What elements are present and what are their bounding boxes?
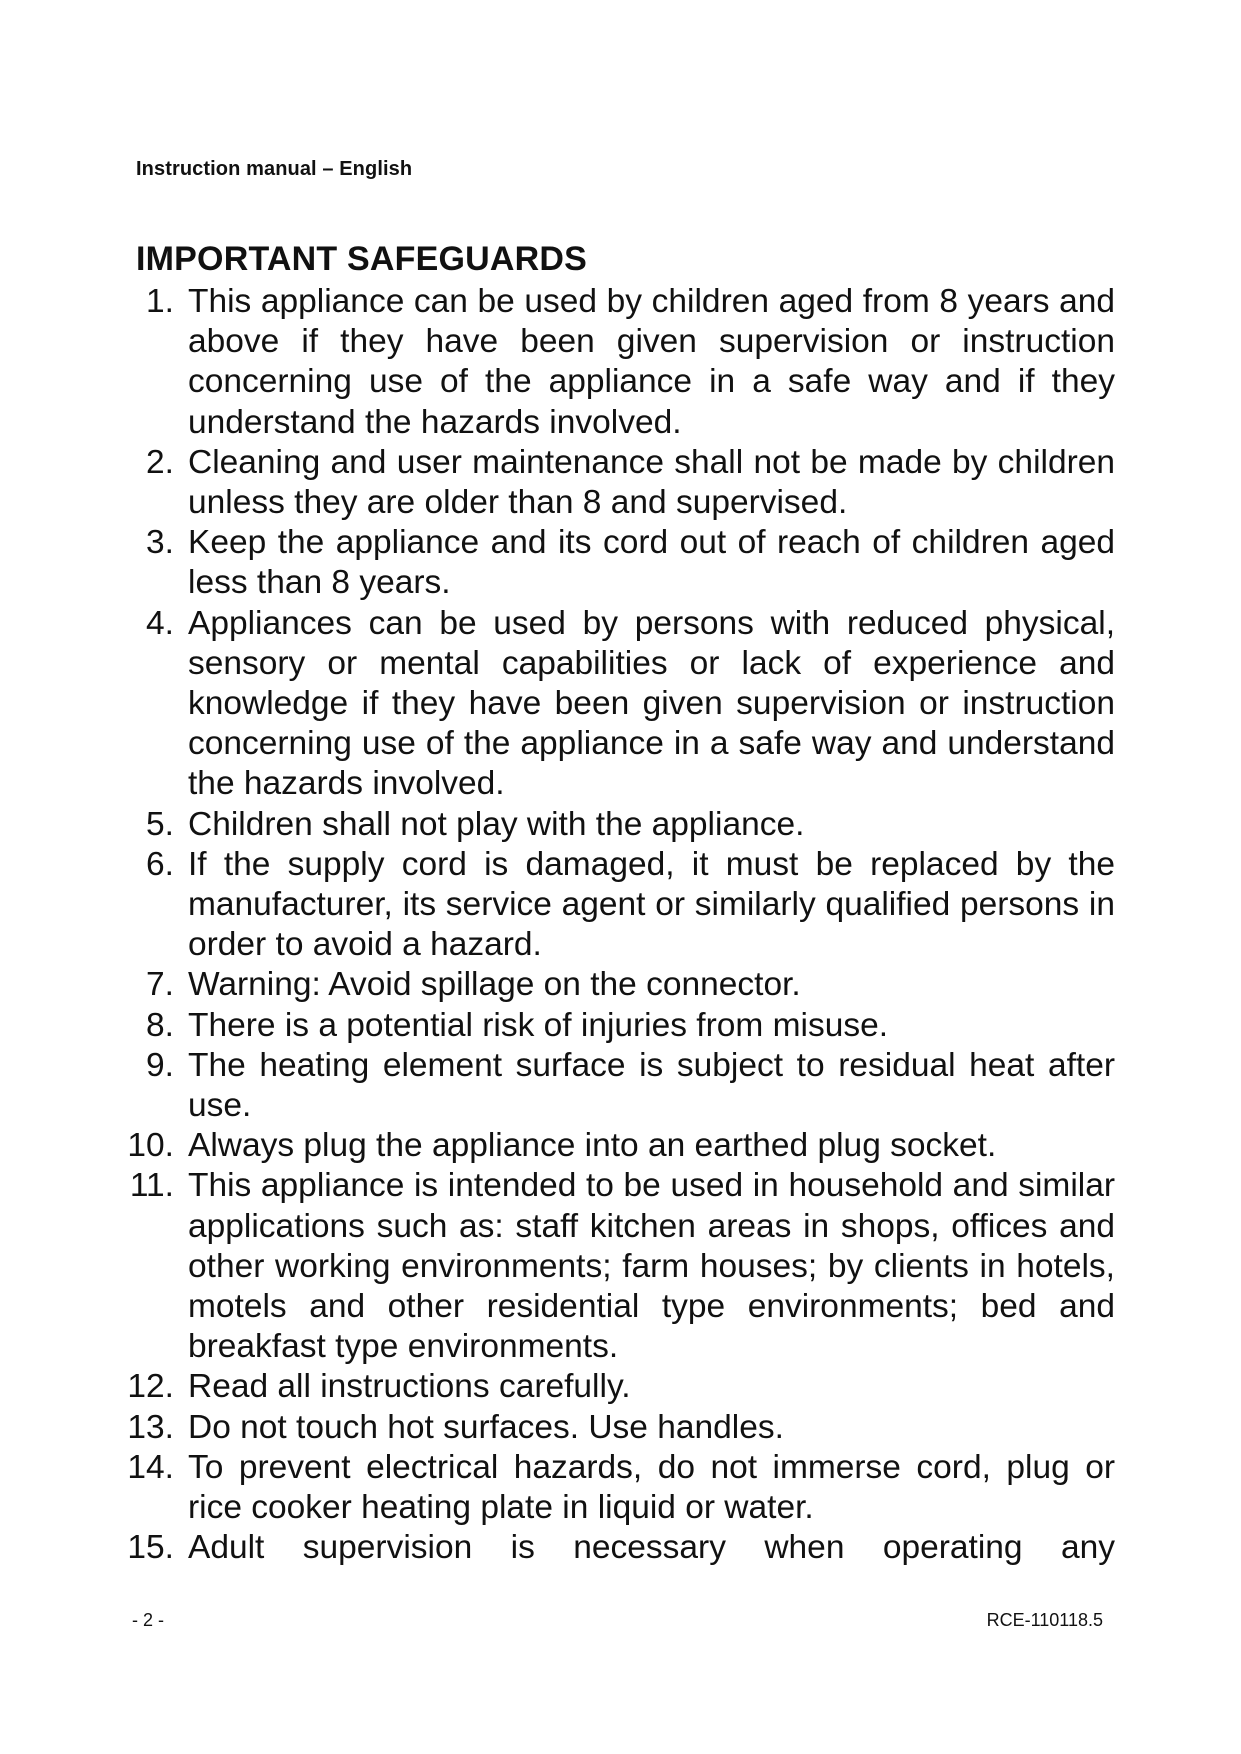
safeguard-item-13 [110,1408,1115,1448]
section-title: IMPORTANT SAFEGUARDS [136,240,588,278]
safeguard-item-7 [110,965,1115,1005]
safeguard-text: Children shall not play with the appliance. [188,805,805,843]
safeguard-number: 1. [146,283,174,320]
safeguard-number: 12. [127,1368,174,1406]
safeguard-text: To prevent electrical hazards, do not immerse cord, plug or rice cooker heating plate in liquid or water. [188,1448,1115,1527]
safeguard-text: Read all instructions carefully. [188,1368,631,1406]
safeguard-text: Keep the appliance and its cord out of reach of children aged less than 8 years. [188,524,1115,602]
safeguard-number: 15. [127,1529,174,1567]
safeguard-item-9 [110,1046,1115,1126]
safeguard-number: 9. [146,1046,174,1084]
safeguard-item-10 [110,1126,1115,1166]
safeguard-item-2 [110,443,1115,523]
safeguard-item-5 [110,805,1115,845]
safeguard-number: 4. [146,604,174,642]
safeguard-item-11 [110,1166,1115,1367]
safeguard-item-14 [110,1448,1115,1528]
safeguard-item-12 [110,1367,1115,1407]
safeguard-item-8 [110,1006,1115,1046]
safeguard-number: 2. [146,443,174,481]
safeguard-text: This appliance is intended to be used in household and similar applications such as: staff kitchen areas in shops, offices and other working environments; farm houses; by clients in hotels, motels and other residential type environments; bed and breakfast type environments. [188,1167,1115,1366]
safeguard-number: 10. [127,1127,174,1165]
safeguard-text: Warning: Avoid spillage on the connector. [188,966,801,1004]
safeguard-text: Appliances can be used by persons with reduced physical, sensory or mental capabilities or lack of experience and knowledge if they have been given supervision or instruction concerning use of the appliance in a safe way and understand the hazards involved. [188,604,1115,803]
safeguards-list [110,282,1115,1569]
safeguard-number: 11. [129,1167,174,1205]
safeguard-item-3 [110,523,1115,603]
safeguard-item-15 [110,1528,1115,1568]
page-number: - 2 - [132,1610,165,1630]
safeguard-text: Cleaning and user maintenance shall not be made by children unless they are older than 8 and supervised. [188,443,1115,522]
safeguard-text: The heating element surface is subject to residual heat after use. [188,1046,1115,1125]
safeguard-number: 8. [146,1006,174,1044]
safeguard-number: 13. [127,1408,174,1446]
safeguard-item-1 [110,282,1115,443]
safeguard-text: There is a potential risk of injuries from misuse. [188,1006,889,1044]
safeguard-number: 3. [146,524,174,562]
document-code: RCE-110118.5 [986,1610,1103,1630]
safeguard-item-4 [110,604,1115,805]
safeguard-text: Adult supervision is necessary when operating any [188,1529,1115,1567]
safeguard-text: If the supply cord is damaged, it must be replaced by the manufacturer, its service agent or similarly qualified persons in order to avoid a hazard. [188,845,1115,964]
safeguard-text: Do not touch hot surfaces. Use handles. [188,1408,784,1446]
safeguard-text: This appliance can be used by children aged from 8 years and above if they have been given supervision or instruction concerning use of the appliance in a safe way and if they understand the hazards involved. [188,283,1115,441]
safeguard-item-6 [110,845,1115,966]
safeguard-text: Always plug the appliance into an earthed plug socket. [188,1127,997,1165]
manual-language-header: Instruction manual – English [136,158,413,180]
safeguard-number: 7. [146,966,174,1004]
safeguard-number: 6. [146,845,174,883]
safeguard-number: 14. [127,1448,174,1486]
safeguard-number: 5. [146,805,174,843]
